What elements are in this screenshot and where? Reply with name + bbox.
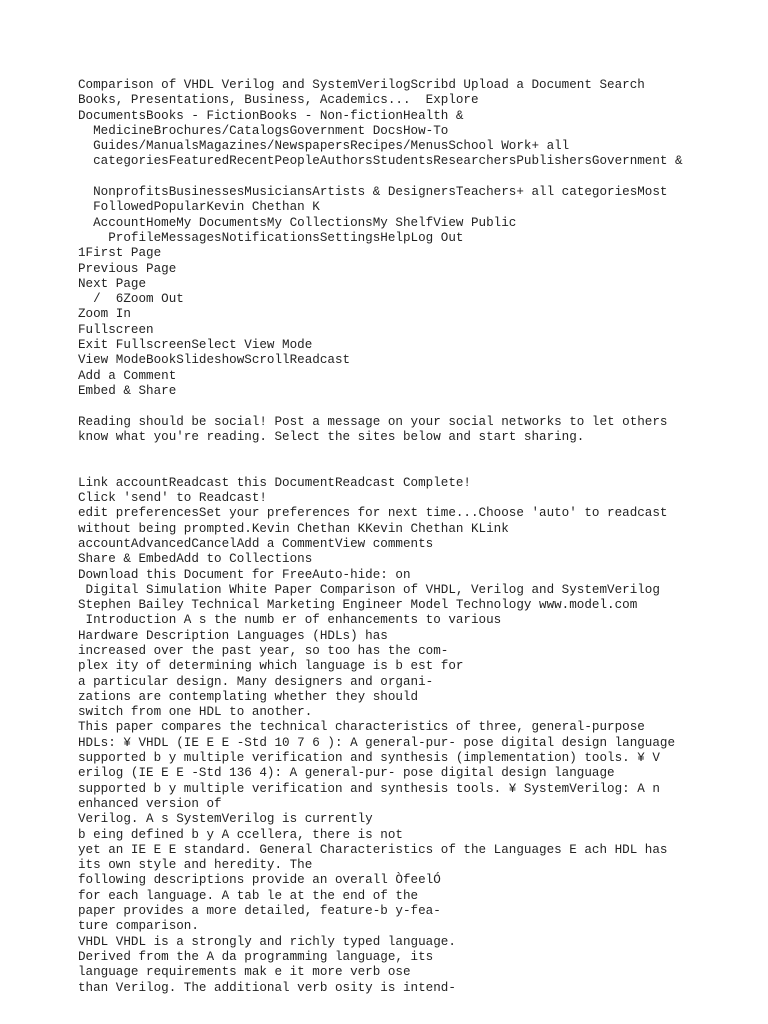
social-message-line: know what you're reading. Select the sites below and start sharing. [78,429,585,444]
document-text-line: its own style and heredity. The [78,858,313,873]
document-text-line: for each language. A tab le at the end of the [78,888,419,903]
document-text-line: plex ity of determining which language is b est for [78,659,464,674]
header-nav-line[interactable]: Comparison of VHDL Verilog and SystemVerilogScribd Upload a Document Search [78,78,645,92]
viewer-control-line[interactable]: Fullscreen [78,322,154,337]
document-text [78,583,758,996]
readcast-option-line[interactable]: Click 'send' to Readcast! [78,491,267,506]
viewer-control-line[interactable]: Previous Page [78,261,177,276]
readcast-option-line[interactable]: without being prompted.Kevin Chethan KKevin Chethan KLink [78,521,509,536]
document-text-line: HDLs: ¥ VHDL (IE E E -Std 10 7 6 ): A general-pur- pose digital design language [78,735,676,750]
document-text-line: paper provides a more detailed, feature-b y-fea- [78,904,441,919]
readcast-option-line[interactable]: Link accountReadcast this DocumentReadcast Complete! [78,475,471,490]
document-text-line: supported b y multiple verification and synthesis tools. ¥ SystemVerilog: A n [78,781,660,796]
header-nav-line[interactable]: MedicineBrochures/CatalogsGovernment DocsHow-To [78,123,449,138]
header-nav-line[interactable]: AccountHomeMy DocumentsMy CollectionsMy ShelfView Public [78,215,517,230]
document-text-line: Introduction A s the numb er of enhancements to various [78,613,502,628]
header-nav-line[interactable]: FollowedPopularKevin Chethan K [78,200,320,215]
readcast-option-line[interactable]: accountAdvancedCancelAdd a CommentView comments [78,536,434,551]
readcast-option-line[interactable]: Download this Document for FreeAuto-hide: on [78,567,411,582]
header-nav-line[interactable]: DocumentsBooks - FictionBooks - Non-fictionHealth & [78,108,464,123]
document-text-line: Digital Simulation White Paper Comparison of VHDL, Verilog and SystemVerilog [78,582,660,597]
readcast-option-line[interactable]: Share & EmbedAdd to Collections [78,552,313,567]
viewer-control-line[interactable]: Zoom In [78,307,131,322]
document-text-line: following descriptions provide an overall ÒfeelÓ [78,873,441,888]
document-text-line: Derived from the A da programming language, its [78,949,434,964]
readcast-panel [78,476,758,583]
document-text-line: supported b y multiple verification and synthesis (implementation) tools. ¥ V [78,751,660,766]
document-text-line: yet an IE E E standard. General Characteristics of the Languages E ach HDL has [78,842,668,857]
site-header [78,78,758,246]
document-text-line: a particular design. Many designers and organi- [78,674,434,689]
document-text-line: enhanced version of [78,796,222,811]
document-text-line: VHDL VHDL is a strongly and richly typed language. [78,934,456,949]
document-text-line: ture comparison. [78,919,199,934]
document-text-line: erilog (IE E E -Std 136 4): A general-pur- pose digital design language [78,766,615,781]
viewer-controls [78,246,758,399]
document-text-line: than Verilog. The additional verb osity is intend- [78,980,456,995]
document-text-line: switch from one HDL to another. [78,705,313,720]
header-nav-line[interactable]: categoriesFeaturedRecentPeopleAuthorsStudentsResearchersPublishersGovernment & [78,154,683,169]
header-nav-line[interactable] [78,170,758,185]
document-text-line: increased over the past year, so too has the com- [78,643,449,658]
viewer-control-line[interactable]: Embed & Share [78,383,177,398]
header-nav-line[interactable]: NonprofitsBusinessesMusiciansArtists & DesignersTeachers+ all categoriesMost [78,185,668,200]
header-nav-line[interactable]: Guides/ManualsMagazines/NewspapersRecipes/MenusSchool Work+ all [78,139,570,154]
document-text-line: zations are contemplating whether they should [78,689,419,704]
viewer-control-line[interactable]: Add a Comment [78,368,177,383]
social-message-line: Reading should be social! Post a message on your social networks to let others [78,414,668,429]
document-text-line: language requirements mak e it more verb ose [78,965,411,980]
document-text-line: This paper compares the technical characteristics of three, general-purpose [78,720,645,735]
spacer [78,445,758,476]
document-page [78,78,758,996]
document-text-line: Stephen Bailey Technical Marketing Engineer Model Technology www.model.com [78,598,638,613]
readcast-option-line[interactable]: edit preferencesSet your preferences for next time...Choose 'auto' to readcast [78,506,668,521]
viewer-control-line[interactable]: View ModeBookSlideshowScrollReadcast [78,353,351,368]
document-text-line: Verilog. A s SystemVerilog is currently [78,812,373,827]
spacer [78,399,758,414]
document-text-line: b eing defined b y A ccellera, there is not [78,827,403,842]
viewer-control-line[interactable]: 1First Page [78,246,162,261]
viewer-control-line[interactable]: Next Page [78,276,147,291]
viewer-control-line[interactable]: Exit FullscreenSelect View Mode [78,338,313,353]
social-reading-message [78,415,758,446]
header-nav-line[interactable]: ProfileMessagesNotificationsSettingsHelpLog Out [78,230,464,245]
header-nav-line[interactable]: Books, Presentations, Business, Academics... Explore [78,93,479,108]
viewer-control-line[interactable]: / 6Zoom Out [78,292,184,307]
document-text-line: Hardware Description Languages (HDLs) has [78,628,388,643]
